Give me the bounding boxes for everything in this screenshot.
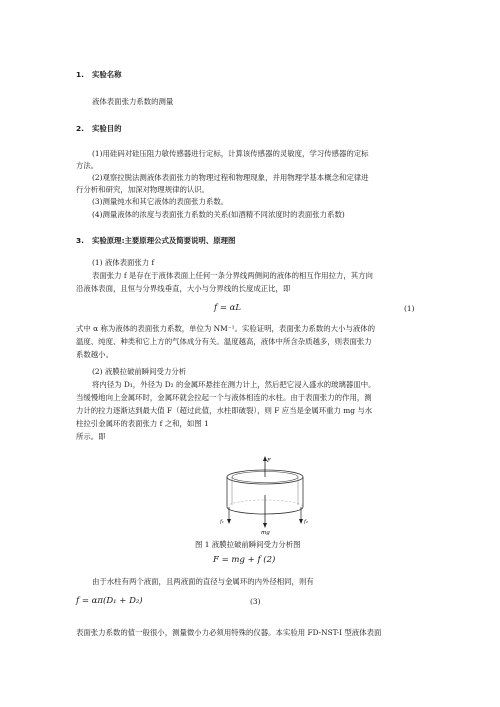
equation-2: F = mg + f (2) bbox=[213, 555, 276, 565]
ring-force-diagram bbox=[210, 455, 320, 535]
subsection-1-heading: (1) 液体表面张力 f bbox=[92, 258, 155, 267]
label-f1: f₁ bbox=[220, 519, 224, 525]
section-1-title: 实验名称 bbox=[92, 70, 122, 79]
section-2-line: (4)测量液体的浓度与表面张力系数的关系(如酒精不同浓度时的表面张力系数) bbox=[92, 210, 345, 219]
section-1-number: 1. bbox=[76, 70, 84, 79]
section-2-line: (3)测量纯水和其它液体的表面张力系数。 bbox=[92, 197, 229, 206]
figure-caption: 图 1 液膜拉破前瞬间受力分析图 bbox=[195, 540, 301, 549]
label-F: F bbox=[267, 458, 271, 464]
label-f2: f₂ bbox=[304, 519, 308, 525]
section-2-line: 方法。 bbox=[76, 161, 99, 170]
paragraph-line: 当缓慢地向上金属环时，金属环就会拉起一个与液体相连的水柱。由于表面张力的作用，测 bbox=[76, 393, 372, 402]
paragraph-line: 所示。即 bbox=[76, 432, 106, 441]
paragraph-line: 沿液体表面，且恒与分界线垂直，大小与分界线的长度成正比，即 bbox=[76, 284, 291, 293]
section-2-number: 2. bbox=[76, 124, 84, 133]
equation-1-number: (1) bbox=[404, 304, 415, 313]
paragraph-line: 温度、纯度、种类和它上方的气体成分有关。温度越高，液体中所含杂质越多，则表面张力 bbox=[76, 337, 372, 346]
paragraph-line: 表面张力 f 是存在于液体表面上任何一条分界线两侧间的液体的相互作用拉力，其方向 bbox=[92, 271, 373, 280]
paragraph-line: 系数越小。 bbox=[76, 350, 113, 359]
paragraph-line: 柱拉引金属环的表面张力 f 之和，如图 1 bbox=[76, 419, 209, 428]
section-2-line: (2)观察拉脱法测液体表面张力的物理过程和物理现象，并用物理学基本概念和定律进 bbox=[92, 173, 369, 182]
section-3-number: 3. bbox=[76, 236, 84, 245]
paragraph-line: 表面张力系数的值一般很小，测量微小力必须用特殊的仪器。本实验用 FD-NST-I 型液体表面 bbox=[76, 628, 382, 637]
paragraph-line: 式中 α 称为液体的表面张力系数，单位为 NM⁻¹。实验证明，表面张力系数的大小与液体的 bbox=[76, 324, 376, 333]
section-1-body: 液体表面张力系数的测量 bbox=[92, 97, 174, 106]
equation-3-number: (3) bbox=[250, 597, 261, 606]
section-2-title: 实验目的 bbox=[92, 124, 122, 133]
section-2-line: (1)用硅码对硅压阻力敏传感器进行定标，计算该传感器的灵敏度，学习传感器的定标 bbox=[92, 149, 369, 158]
section-2-line: 行分析和研究，加深对物理规律的认识。 bbox=[76, 185, 210, 194]
section-3-title: 实验原理:主要原理公式及简要说明、原理图 bbox=[92, 236, 236, 245]
label-mg: mg bbox=[261, 530, 270, 535]
equation-3: f = απ(D₁ + D₂) bbox=[76, 596, 143, 606]
paragraph-line: 由于水柱有两个液面，且两液面的直径与金属环的内外径相同，则有 bbox=[92, 577, 314, 586]
paragraph-line: 将内径为 D₁，外径为 D₂ 的金属环悬挂在测力计上，然后把它浸入盛水的玻璃器皿中。 bbox=[92, 380, 376, 389]
subsection-2-heading: (2) 液膜拉破前瞬间受力分析 bbox=[92, 367, 187, 376]
equation-1: f = αL bbox=[214, 303, 242, 313]
paragraph-line: 力计的拉力逐渐达到最大值 F（超过此值，水柱即破裂），则 F 应当是金属环重力 mg 与水 bbox=[76, 406, 373, 415]
